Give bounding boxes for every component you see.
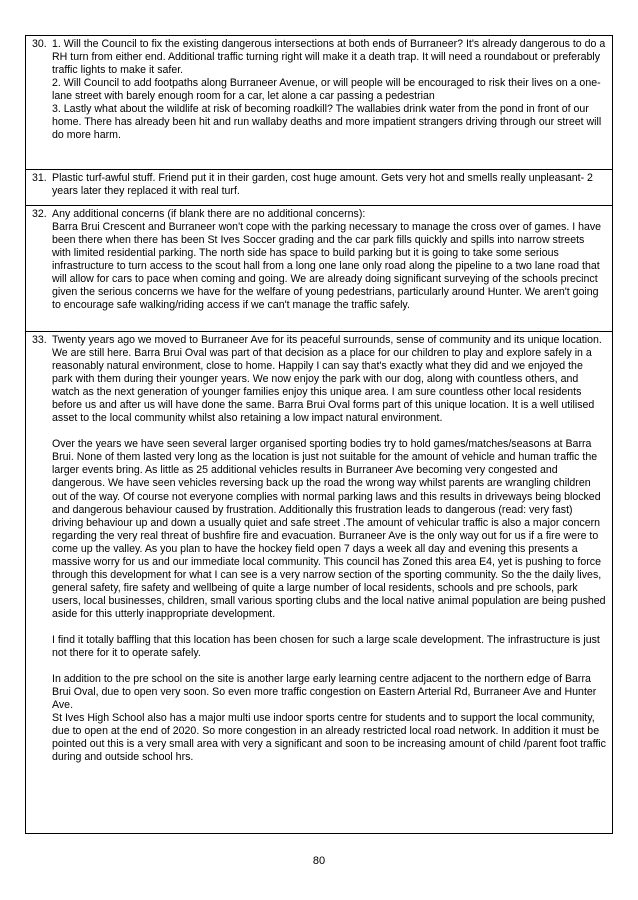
entry-paragraph: Plastic turf-awful stuff. Friend put it in their garden, cost huge amount. Gets very hot and smells really unpleasant- 2 years later they replaced it with real turf. (52, 172, 593, 198)
entry-paragraph: 2. Will Council to add footpaths along Burraneer Avenue, or will people will be encouraged to risk their lives on a one-lane street with barely enough room for a car, let alone a car passing a pedestrian (52, 77, 601, 103)
entry-body (52, 172, 606, 198)
paragraph-gap (52, 621, 606, 634)
submissions-table (25, 35, 613, 834)
entry-number: 32. (32, 208, 47, 220)
entry-number: 30. (32, 38, 47, 50)
entry-number: 31. (32, 172, 47, 184)
entry-body (52, 334, 606, 764)
entry-body (52, 208, 606, 312)
submission-row-31 (25, 170, 613, 206)
entry-paragraph: Barra Brui Crescent and Burraneer won't cope with the parking necessary to manage the cross over of games. I have been there when there has been St Ives Soccer grading and the car park fills quickly and spills into narrow streets with limited residential parking. The north side has space to build parking but it is going to take some serious infrastructure to turn access to the scout hall from a long one lane only road along the pipeline to a two lane road that will allow for cars to pace when coming and going. We are already doing significant surveying of the schools precinct given the serious concerns we have for the welfare of young pedestrians, particularly around Hunter. We aren't going to encourage safe walking/riding access if we can't manage the traffic safely. (52, 221, 602, 312)
entry-paragraph: St Ives High School also has a major multi use indoor sports centre for students and to support the local community, due to open at the end of 2020. So more congestion in an already restricted local road network. In addition it must be pointed out this is a very small area with very a significant and soon to be increasing amount of child /parent foot traffic during and outside school hrs. (52, 712, 606, 764)
entry-paragraph: Over the years we have seen several larger organised sporting bodies try to hold games/matches/seasons at Barra Brui. None of them lasted very long as the location is just not suitable for the amount of vehicle and human traffic the larger events bring. As little as 25 additional vehicles results in Burraneer Ave becoming very congested and dangerous. We have seen vehicles reversing back up the road the wrong way whilst parents are wrangling children out of the way. Of course not everyone complies with normal parking laws and this results in driveways being blocked and dangerous behaviour caused by frustration. Additionally this frustration leads to dangerous (read: very fast) driving behaviour up and down a usually quiet and safe street .The amount of vehicular traffic is also a major concern regarding the very real threat of bushfire fire and evacuation. Burraneer Ave is the only way out for us if a fire were to come up the valley. As you plan to have the hockey field open 7 days a week all day and evening this presents a massive worry for us and our immediate local community. This council has Zoned this area E4, yet is pushing to force through this development for what I can see is a very narrow section of the sporting community. So the the daily lives, general safety, fire safety and wellbeing of quite a large number of local residents, schools and pre schools, park users, local businesses, children, small various sporting clubs and the local native animal population are being pushed aside for this utterly inappropriate development. (52, 438, 606, 620)
entry-body (52, 38, 606, 142)
entry-paragraph: 3. Lastly what about the wildlife at risk of becoming roadkill? The wallabies drink water from the pond in front of our home. There has already been hit and run wallaby deaths and more impatient strangers driving through our street will do more harm. (52, 103, 602, 142)
entry-paragraph: Twenty years ago we moved to Burraneer Ave for its peaceful surrounds, sense of community and its unique location. We are still here. Barra Brui Oval was part of that decision as a place for our children to play and explore safely in a reasonably natural environment, close to home. Happily I can say that's exactly what they did and we enjoyed the park with them during their younger years. We now enjoy the park with our dog, along with countless others, and watch as the next generation of younger families enjoy this unique area. I am sure countless other local residents before us and after us will have done the same. Barra Brui Oval forms part of this unique location. It is a well utilised asset to the local community whilst also retaining a low impact natural environment. (52, 334, 602, 425)
page-number: 80 (312, 855, 326, 867)
entry-paragraph: In addition to the pre school on the site is another large early learning centre adjacent to the northern edge of Barra Brui Oval, due to open very soon. So even more traffic congestion on Eastern Arterial Rd, Burraneer Ave and Hunter Ave. (52, 673, 597, 712)
paragraph-gap (52, 425, 606, 438)
submission-row-32 (25, 206, 613, 332)
entry-paragraph: Any additional concerns (if blank there are no additional concerns): (52, 208, 366, 220)
submission-row-30 (25, 35, 613, 170)
paragraph-gap (52, 660, 606, 673)
submission-row-33 (25, 332, 613, 834)
entry-number: 33. (32, 334, 47, 346)
entry-paragraph: I find it totally baffling that this location has been chosen for such a large scale development. The infrastructure is just not there for it to operate safely. (52, 633, 600, 660)
entry-paragraph: 1. Will the Council to fix the existing dangerous intersections at both ends of Burraneer? It's already dangerous to do a RH turn from either end. Additional traffic turning right will make it a death trap. It will need a roundabout or preferably traffic lights to make it safer. (52, 38, 606, 77)
